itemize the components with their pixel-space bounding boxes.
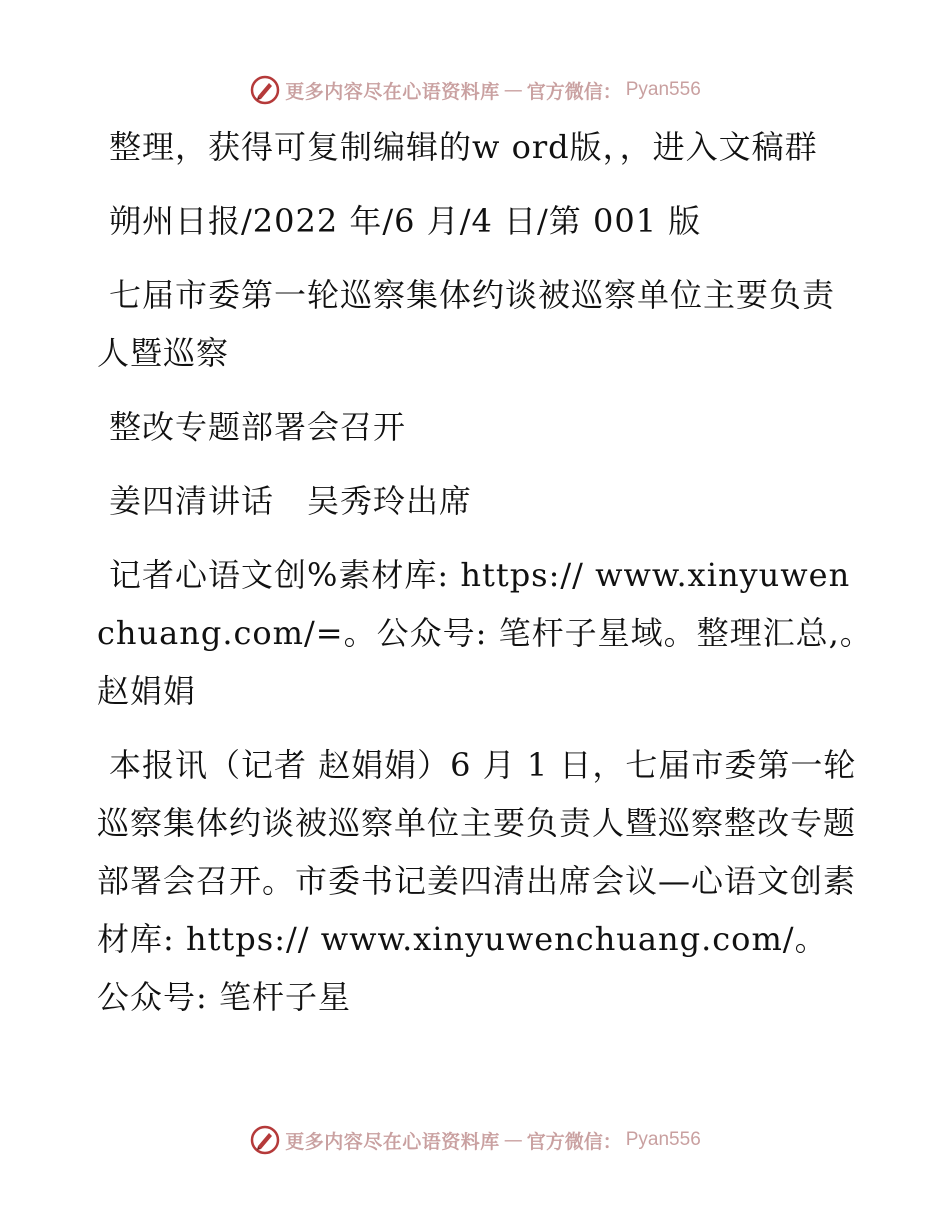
body-paragraph-text: 本报讯（记者 赵娟娟）6 月 1 日，七届市委第一轮巡察集体约谈被巡察单位主要负责人暨巡察整改专题部署会召开。市委书记姜四清出席会议—心语文创素材库: https:// www.xinyuwenchuang.com/。公众号: 笔杆子星 [97,746,857,1016]
banner-content [249,1124,701,1156]
headline-line-2-text: 整改专题部署会召开 [109,408,407,446]
banner-slogan: 更多内容尽在心语资料库 [285,1130,500,1153]
banner-wechat-id: Pyan556 [625,1129,701,1150]
banner-content [249,74,701,106]
banner-separator: — [503,1129,523,1151]
paragraph-source [97,192,857,250]
paragraph-intro [97,118,857,176]
pen-logo-icon [249,1124,281,1156]
body-paragraph [97,736,857,1026]
banner-separator: — [503,79,523,101]
headline-line-1-text: 七届市委第一轮巡察集体约谈被巡察单位主要负责人暨巡察 [97,276,836,372]
banner-wechat-label: 官方微信： [526,80,622,103]
subheadline [97,472,857,530]
byline [97,546,890,720]
subheadline-text: 姜四清讲话 吴秀玲出席 [109,482,473,520]
header-watermark-banner [0,70,950,110]
footer-watermark-banner [0,1120,950,1160]
byline-text: 记者心语文创%素材库: https:// www.xinyuwenchuang.com/=。公众号: 笔杆子星域。整理汇总,。 赵娟娟 [97,556,890,710]
paragraph-source-text: 朔州日报/2022 年/6 月/4 日/第 001 版 [109,202,702,240]
headline-line-1 [97,266,857,382]
banner-wechat-label: 官方微信： [526,1130,622,1153]
headline-line-2 [97,398,857,456]
pen-logo-icon [249,74,281,106]
banner-slogan: 更多内容尽在心语资料库 [285,80,500,103]
banner-wechat-id: Pyan556 [625,79,701,100]
paragraph-intro-text: 整理，获得可复制编辑的w ord版，，进入文稿群 [109,128,818,166]
document-body [97,118,890,1042]
